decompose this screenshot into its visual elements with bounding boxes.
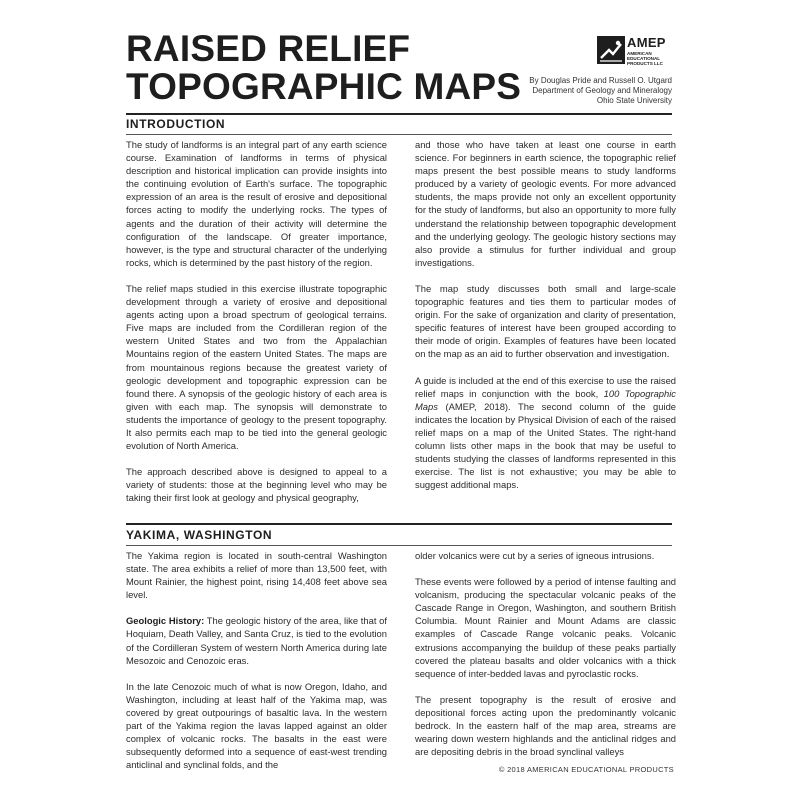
intro-paragraph-4: and those who have taken at least one course in earth science. For beginners in earth science, the topographic relief maps present the best possible means to study landforms produced by a variety of geologic events. For more advanced students, the maps provide not only an excellent opportunity for the study of landforms, but also an opportunity to more fully understand the relationship between topographic development and the underlying geology. The geologic history sections may also provide a stimulus for further individual and group investigations.	[415, 139, 676, 268]
intro-paragraph-3: The approach described above is designed to appeal to a variety of students: those at the beginning level who may be taking their first look at geology and physical geography,	[126, 466, 387, 504]
guide-book-title: 100 Topographic Maps	[415, 387, 676, 412]
byline	[412, 76, 672, 106]
yakima-right-column	[415, 549, 676, 758]
yakima-paragraph-topography: The present topography is the result of erosive and depositional forces acting upon the predominantly volcanic bedrock. In the eastern half of the map area, streams are wearing down western highlands and the anticlinal ridges and are depositing debris in the broad synclinal valleys	[415, 693, 676, 758]
logo-subtitle: AMERICAN EDUCATIONAL PRODUCTS LLC	[627, 51, 663, 67]
byline-authors: By Douglas Pride and Russell O. Utgard	[529, 76, 672, 85]
intro-paragraph-5: The map study discusses both small and large-scale topographic features and ties them to particular modes of origin. For the sake of organization and clarity of presentation, specific features of interest have been grouped according to their mode of origin. Examples of features have been located on the map as an aid to further observation and investigation.	[415, 282, 676, 360]
introduction-left-column	[126, 138, 387, 504]
introduction-heading: INTRODUCTION	[126, 117, 226, 131]
intro-paragraph-1: The study of landforms is an integral part of any earth science course. Examination of landforms in terms of physical description and historical implication can provide insights into the continuing evolution of Earth's surface. The topographic expression of an area is the result of erosive and depositional forces acting to modify the underlying rocks. The types of agents and the duration of their activity will determine the configuration of the landscape. Of greater importance, however, is the type and structural character of the underlying rocks, which is determined by the past history of the region.	[126, 139, 387, 268]
intro-paragraph-2: The relief maps studied in this exercise illustrate topographic development through a variety of erosive and depositional agents acting upon a broad spectrum of geological terrains. Five maps are included from the Cordilleran region of the western United States and two from the Appalachian Mountains region of the eastern United States. The maps are from mountainous regions because the greatest variety of geologic development and topographic expression can be found there. A synopsis of the geologic history of each area is given with each map. The synopsis will demonstrate to students the importance of geology to the present topography. It also permits each map to be tied into the general geologic evolution of North America.	[126, 282, 387, 452]
amep-logo	[597, 36, 677, 70]
logo-name: AMEP	[627, 35, 666, 50]
yakima-left-column	[126, 549, 387, 771]
yakima-heading: YAKIMA, WASHINGTON	[126, 528, 273, 542]
title-line-2: TOPOGRAPHIC MAPS	[126, 66, 522, 107]
yakima-cenozoic-paragraph: In the late Cenozoic much of what is now Oregon, Idaho, and Washington, including at least half of the Yakima map, was covered by great outpourings of basaltic lava. In the western part of the Yakima region the lavas lapped against an older complex of volcanic rocks. The basalts in the east were subsequently deformed into a sequence of east-west trending anticlinal and synclinal folds, and the	[126, 680, 387, 771]
guide-text-before: A guide is included at the end of this exercise to use the raised relief maps in conjunction with the book,	[415, 374, 676, 399]
intro-guide-paragraph	[415, 374, 676, 492]
introduction-rule	[126, 113, 672, 115]
byline-university: Ohio State University	[596, 96, 672, 105]
title-line-1: RAISED RELIEF	[126, 28, 411, 69]
geologic-history-text: The geologic history of the area, like that of Hoquiam, Death Valley, and Santa Cruz, is tied to the evolution of the Cordilleran System of western North America during late Mesozoic and Cenozoic eras.	[126, 615, 387, 666]
geologic-history-label: Geologic History:	[126, 615, 205, 627]
introduction-right-column	[415, 138, 676, 491]
yakima-geologic-history	[126, 614, 387, 666]
copyright-footer: © 2018 AMERICAN EDUCATIONAL PRODUCTS	[498, 765, 674, 774]
yakima-underline	[126, 545, 672, 546]
yakima-paragraph-intrusions: older volcanics were cut by a series of igneous intrusions.	[415, 550, 655, 561]
amep-logo-icon	[597, 36, 625, 64]
introduction-underline	[126, 134, 672, 135]
yakima-rule	[126, 523, 672, 525]
yakima-intro-paragraph: The Yakima region is located in south-central Washington state. The area exhibits a relief of more than 13,500 feet, with Mount Rainier, the highest point, rising 14,408 feet above sea level.	[126, 550, 387, 601]
yakima-paragraph-faulting: These events were followed by a period of intense faulting and volcanism, producing the spectacular volcanic peaks of the Cascade Range in Oregon, Washington, and southern British Columbia. Mount Rainier and Mount Adams are classic examples of Cascade Range volcanic peaks. Volcanic extrusions accompanying the buildup of these peaks partially covered the plateau basalts and older volcanics with a thick sequence of inter-bedded lavas and pyroclastic rocks.	[415, 576, 676, 679]
byline-department: Department of Geology and Mineralogy	[532, 86, 672, 95]
guide-text-after: (AMEP, 2018). The second column of the guide indicates the location by Physical Division of each of the raised relief maps on a map of the United States. The right-hand column lists other maps in the book that may be useful to students studying the classes of landforms represented in this exercise. The list is not exhaustive; you may be able to suggest additional maps.	[415, 400, 676, 491]
